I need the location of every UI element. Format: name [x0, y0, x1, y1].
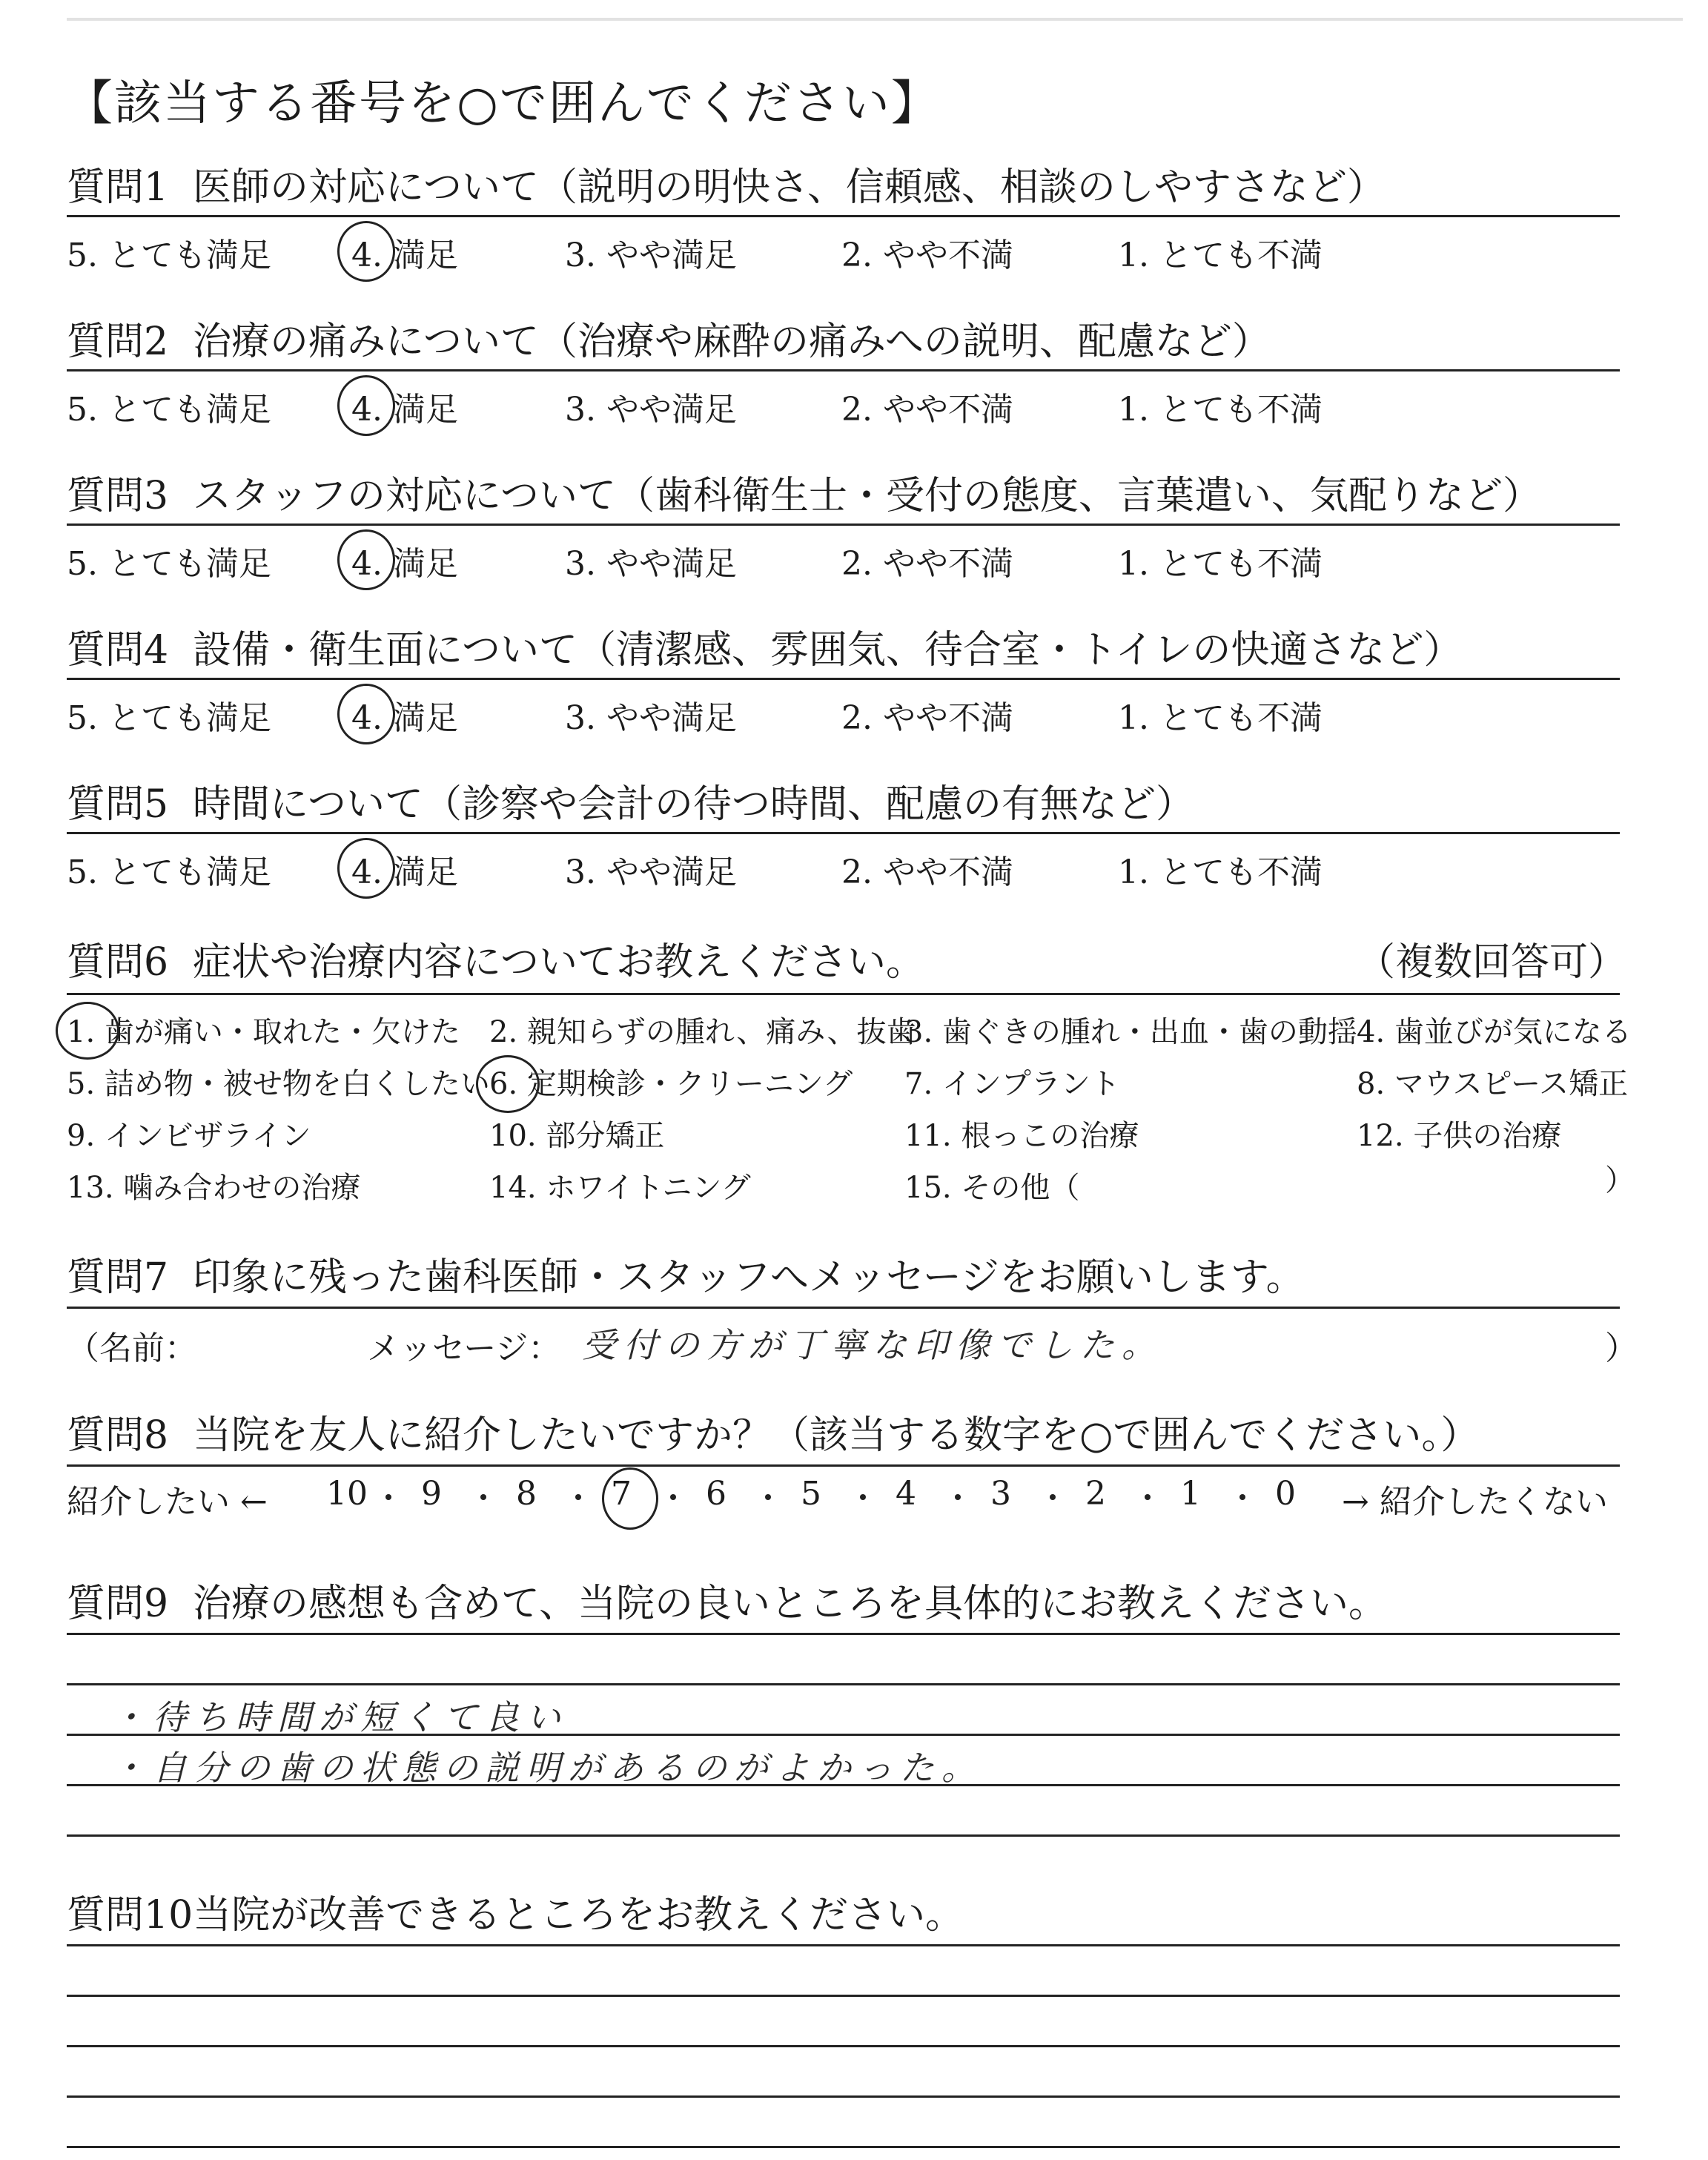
q6-option[interactable]: 5. 詰め物・被せ物を白くしたい	[67, 1067, 490, 1101]
question-text: 時間について（診察や会計の待つ時間、配慮の有無など）	[193, 782, 1194, 827]
handwritten-answer-1: ・待ち時間が短くて良い	[111, 1697, 568, 1737]
question-text: 当院が改善できるところをお教えください。	[193, 1893, 964, 1938]
answer-circle-q6-6[interactable]	[476, 1055, 540, 1113]
multiple-answer-note: （複数回答可）	[1357, 940, 1627, 985]
answer-line	[67, 1834, 1620, 1837]
scale-separator-dot	[860, 1494, 866, 1500]
question-rule	[67, 678, 1620, 680]
scale-separator-dot	[385, 1494, 391, 1500]
question-number: 質問2	[67, 320, 169, 364]
rating-option[interactable]: 5. とても満足	[67, 699, 271, 737]
question-number: 質問3	[67, 474, 169, 518]
rating-option[interactable]: 3. やや満足	[565, 237, 737, 274]
question-6	[67, 931, 1635, 1227]
scale-separator-dot	[670, 1494, 676, 1500]
name-label: （名前：	[67, 1330, 197, 1367]
q6-option[interactable]: 1. 歯が痛い・取れた・欠けた	[67, 1015, 460, 1049]
q6-option[interactable]: 13. 噛み合わせの治療	[67, 1171, 361, 1205]
rating-option[interactable]: 4. 満足	[351, 545, 458, 583]
rating-option[interactable]: 2. やや不満	[841, 237, 1013, 274]
rating-option[interactable]: 2. やや不満	[841, 545, 1013, 583]
message-label: メッセージ：	[367, 1330, 561, 1367]
rating-option[interactable]: 3. やや満足	[565, 391, 737, 429]
question-8	[67, 1404, 1623, 1537]
question-rule	[67, 993, 1620, 995]
answer-line	[67, 1683, 1620, 1685]
question-title	[67, 1404, 1479, 1459]
q6-option[interactable]: 10. 部分矯正	[489, 1119, 665, 1153]
question-text: 印象に残った歯科医師・スタッフへメッセージをお願いします。	[193, 1255, 1305, 1300]
question-rule	[67, 369, 1620, 371]
question-rule	[67, 1307, 1620, 1309]
scale-separator-dot	[955, 1494, 961, 1500]
other-close-paren: ）	[1605, 1163, 1635, 1198]
scale-number[interactable]: 10	[326, 1475, 368, 1513]
answer-circle-q3[interactable]	[337, 529, 395, 590]
question-2	[67, 310, 1623, 458]
handwritten-answer-2: ・自分の歯の状態の説明があるのがよかった。	[111, 1748, 983, 1788]
message-close-paren: ）	[1605, 1330, 1638, 1367]
question-title	[67, 618, 1462, 674]
question-3	[67, 464, 1623, 612]
question-4	[67, 618, 1623, 767]
scale-separator-dot	[480, 1494, 486, 1500]
question-text: スタッフの対応について（歯科衛生士・受付の態度、言葉遣い、気配りなど）	[193, 474, 1541, 518]
question-title	[67, 1572, 1387, 1628]
scale-number[interactable]: 1	[1180, 1475, 1201, 1513]
question-text: 設備・衛生面について（清潔感、雰囲気、待合室・トイレの快適さなど）	[193, 628, 1463, 673]
scan-edge	[67, 18, 1683, 21]
scale-number[interactable]: 8	[516, 1475, 537, 1513]
q6-option[interactable]: 14. ホワイトニング	[489, 1171, 751, 1205]
rating-option[interactable]: 4. 満足	[351, 699, 458, 737]
scale-separator-dot	[1239, 1494, 1245, 1500]
rating-option[interactable]: 5. とても満足	[67, 237, 271, 274]
question-text: 治療の感想も含めて、当院の良いところを具体的にお教えください。	[193, 1582, 1387, 1626]
q6-option[interactable]: 3. 歯ぐきの腫れ・出血・歯の動揺	[904, 1015, 1357, 1049]
question-text: 症状や治療内容についてお教えください。	[193, 940, 924, 985]
scale-separator-dot	[575, 1494, 581, 1500]
rating-option[interactable]: 1. とても不満	[1118, 237, 1323, 274]
scale-number[interactable]: 5	[801, 1475, 821, 1513]
question-rule	[67, 1464, 1620, 1467]
scale-number[interactable]: 3	[990, 1475, 1011, 1513]
question-1	[67, 156, 1623, 304]
question-9	[67, 1572, 1623, 1854]
rating-option[interactable]: 3. やや満足	[565, 699, 737, 737]
question-rule	[67, 832, 1620, 834]
rating-option[interactable]: 2. やや不満	[841, 391, 1013, 429]
question-number: 質問5	[67, 782, 169, 827]
q6-option[interactable]: 7. インプラント	[904, 1067, 1120, 1101]
question-number: 質問10	[67, 1893, 193, 1938]
question-number: 質問6	[67, 940, 169, 985]
rating-option[interactable]: 4. 満足	[351, 391, 458, 429]
question-title	[67, 931, 924, 986]
scale-separator-dot	[1145, 1494, 1151, 1500]
answer-line	[67, 2045, 1620, 2047]
q6-option[interactable]: 8. マウスピース矯正	[1357, 1067, 1629, 1101]
question-rule	[67, 524, 1620, 526]
handwritten-message: 受付の方が丁寧な印像でした。	[582, 1325, 1163, 1365]
question-number: 質問4	[67, 628, 169, 673]
question-10	[67, 1883, 1623, 2158]
rating-option[interactable]: 1. とても不満	[1118, 545, 1323, 583]
question-title	[67, 1883, 964, 1939]
q6-option[interactable]: 9. インビザライン	[67, 1119, 311, 1153]
question-text: 当院を友人に紹介したいですか？（該当する数字を○で囲んでください。）	[193, 1413, 1480, 1458]
scale-number[interactable]: 2	[1085, 1475, 1106, 1513]
rating-option[interactable]: 2. やや不満	[841, 699, 1013, 737]
scale-number[interactable]: 9	[421, 1475, 442, 1513]
rating-option[interactable]: 4. 満足	[351, 237, 458, 274]
rating-option[interactable]: 5. とても満足	[67, 391, 271, 429]
answer-circle-q4[interactable]	[337, 684, 395, 744]
answer-circle-q8[interactable]	[602, 1467, 658, 1530]
answer-line	[67, 1633, 1620, 1635]
answer-line	[67, 2095, 1620, 2098]
question-number: 質問8	[67, 1413, 169, 1458]
scale-number[interactable]: 4	[896, 1475, 916, 1513]
rating-option[interactable]: 2. やや不満	[841, 853, 1013, 891]
question-number: 質問1	[67, 165, 169, 210]
rating-option[interactable]: 1. とても不満	[1118, 391, 1323, 429]
question-title	[67, 310, 1271, 366]
rating-option[interactable]: 1. とても不満	[1118, 699, 1323, 737]
scale-number[interactable]: 7	[611, 1475, 632, 1513]
question-number: 質問9	[67, 1582, 169, 1626]
question-text: 治療の痛みについて（治療や麻酔の痛みへの説明、配慮など）	[193, 320, 1271, 364]
rating-option[interactable]: 1. とても不満	[1118, 853, 1323, 891]
q6-option[interactable]: 15. その他（	[904, 1171, 1080, 1205]
scale-number[interactable]: 0	[1275, 1475, 1296, 1513]
answer-circle-q6-1[interactable]	[56, 1002, 119, 1060]
answer-circle-q1[interactable]	[337, 221, 395, 282]
question-text: 医師の対応について（説明の明快さ、信頼感、相談のしやすさなど）	[193, 165, 1386, 210]
recommend-label: 紹介したい ←	[67, 1483, 268, 1521]
question-rule	[67, 215, 1620, 217]
answer-line	[67, 2146, 1620, 2148]
answer-circle-q2[interactable]	[337, 375, 395, 436]
q6-option[interactable]: 4. 歯並びが気になる	[1357, 1015, 1632, 1049]
rating-option[interactable]: 3. やや満足	[565, 853, 737, 891]
question-title	[67, 773, 1194, 828]
scale-separator-dot	[1050, 1494, 1056, 1500]
question-5	[67, 773, 1623, 921]
q6-option[interactable]: 6. 定期検診・クリーニング	[489, 1067, 853, 1101]
page-heading: 【該当する番号を○で囲んでください】	[65, 76, 940, 131]
answer-line	[67, 1944, 1620, 1946]
question-7	[67, 1246, 1638, 1367]
rating-option[interactable]: 5. とても満足	[67, 853, 271, 891]
answer-line	[67, 1995, 1620, 1997]
question-title	[67, 464, 1541, 520]
q6-option[interactable]: 2. 親知らずの腫れ、痛み、抜歯	[489, 1015, 916, 1049]
question-title	[67, 1246, 1305, 1301]
question-title	[67, 156, 1386, 211]
rating-option[interactable]: 4. 満足	[351, 853, 458, 891]
q6-option[interactable]: 12. 子供の治療	[1357, 1119, 1562, 1153]
q6-option[interactable]: 11. 根っこの治療	[904, 1119, 1139, 1153]
question-number: 質問7	[67, 1255, 169, 1300]
scale-separator-dot	[765, 1494, 771, 1500]
scale-number[interactable]: 6	[706, 1475, 726, 1513]
not-recommend-label: → 紹介したくない	[1342, 1483, 1608, 1521]
rating-option[interactable]: 3. やや満足	[565, 545, 737, 583]
rating-option[interactable]: 5. とても満足	[67, 545, 271, 583]
answer-circle-q5[interactable]	[337, 838, 395, 899]
